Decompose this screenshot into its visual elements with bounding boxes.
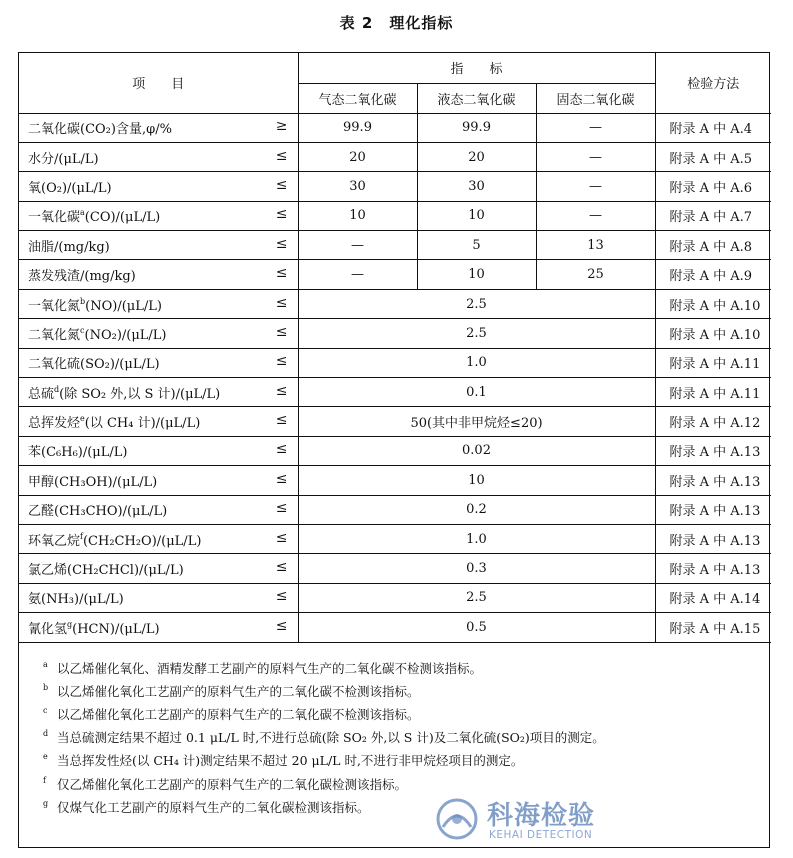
- footnote: [43, 703, 771, 726]
- row-item-name: 氨(NH₃)/(μL/L): [28, 592, 124, 608]
- footnote-mark: a: [80, 208, 85, 218]
- row-value-solid: —: [536, 201, 655, 230]
- row-item-cell: [19, 201, 298, 230]
- row-item-name-unit: (NO)/(μL/L): [85, 298, 162, 314]
- row-operator: ≤: [275, 588, 288, 605]
- row-item-name: 水分/(μL/L): [28, 151, 99, 167]
- row-operator: ≤: [275, 206, 288, 223]
- row-item-name: [28, 383, 220, 402]
- row-value-solid: 25: [536, 260, 655, 289]
- notes-cell: [19, 642, 771, 829]
- row-value-merged: 0.2: [298, 495, 655, 524]
- footnote-text: 以乙烯催化氧化工艺副产的原料气生产的二氧化碳不检测该指标。: [57, 706, 420, 722]
- row-item-name: [28, 295, 162, 314]
- row-operator: ≤: [275, 353, 288, 370]
- row-value-merged: 1.0: [298, 348, 655, 377]
- row-operator: ≤: [275, 147, 288, 164]
- header-indicators: 指 标: [298, 53, 655, 83]
- footnote-text: 仅乙烯催化氧化工艺副产的原料气生产的二氧化碳检测该指标。: [57, 776, 408, 792]
- row-item-name: 二氧化碳(CO₂)含量,φ/%: [28, 122, 172, 138]
- table-row: [19, 436, 771, 465]
- row-operator: ≥: [275, 118, 288, 135]
- table-row: [19, 113, 771, 142]
- row-operator: ≤: [275, 323, 288, 340]
- row-operator: ≤: [275, 265, 288, 282]
- row-item-name: 蒸发残渣/(mg/kg): [28, 269, 136, 285]
- row-item-cell: [19, 142, 298, 171]
- row-method: 附录 A 中 A.14: [655, 583, 771, 612]
- row-item-name: [28, 324, 167, 343]
- footnotes: [19, 643, 771, 829]
- footnote-mark: d: [43, 729, 49, 739]
- footnote: [43, 773, 771, 796]
- header-solid: 固态二氧化碳: [536, 83, 655, 113]
- row-method: 附录 A 中 A.12: [655, 407, 771, 436]
- row-method: 附录 A 中 A.11: [655, 348, 771, 377]
- row-method: 附录 A 中 A.8: [655, 231, 771, 260]
- footnote-text: 当总硫测定结果不超过 0.1 μL/L 时,不进行总硫(除 SO₂ 外,以 S 计)及二氧化硫(SO₂)项目的测定。: [57, 730, 605, 746]
- footnote-text: 以乙烯催化氧化、酒精发酵工艺副产的原料气生产的二氧化碳不检测该指标。: [57, 660, 483, 676]
- row-operator: ≤: [275, 500, 288, 517]
- row-method: 附录 A 中 A.6: [655, 172, 771, 201]
- row-item-cell: [19, 466, 298, 495]
- footnote: [43, 680, 771, 703]
- row-method: 附录 A 中 A.13: [655, 524, 771, 553]
- row-value-merged: 2.5: [298, 583, 655, 612]
- row-value-merged: 0.3: [298, 554, 655, 583]
- row-method: 附录 A 中 A.10: [655, 319, 771, 348]
- row-item-name-main: 一氧化碳: [28, 210, 81, 226]
- footnote-text: 当总挥发性烃(以 CH₄ 计)测定结果不超过 20 μL/L 时,不进行非甲烷烃项目的测定。: [57, 753, 524, 769]
- row-item-name-unit: (CO)/(μL/L): [84, 210, 161, 226]
- row-item-cell: [19, 407, 298, 436]
- footnote: [43, 796, 771, 819]
- watermark-en: KEHAI DETECTION: [489, 829, 593, 841]
- footnote: [43, 657, 771, 680]
- row-item-name-unit: (以 CH₄ 计)/(μL/L): [84, 416, 201, 432]
- row-value-merged: 50(其中非甲烷烃≤20): [298, 407, 655, 436]
- footnote-mark: c: [80, 325, 85, 335]
- table-row: [19, 378, 771, 407]
- row-operator: ≤: [275, 470, 288, 487]
- table-row: [19, 319, 771, 348]
- row-item-cell: [19, 319, 298, 348]
- row-item-cell: [19, 583, 298, 612]
- row-item-name: 氯乙烯(CH₂CHCl)/(μL/L): [28, 563, 184, 579]
- table-row: [19, 554, 771, 583]
- header-gas: 气态二氧化碳: [298, 83, 417, 113]
- row-value-gas: —: [298, 231, 417, 260]
- row-method: 附录 A 中 A.4: [655, 113, 771, 142]
- header-method: 检验方法: [655, 53, 771, 113]
- table-row: [19, 348, 771, 377]
- row-method: 附录 A 中 A.5: [655, 142, 771, 171]
- row-method: 附录 A 中 A.10: [655, 289, 771, 318]
- row-item-name-unit: (HCN)/(μL/L): [72, 621, 160, 637]
- footnote: [43, 726, 771, 749]
- row-item-cell: [19, 524, 298, 553]
- row-method: 附录 A 中 A.11: [655, 378, 771, 407]
- row-item-cell: [19, 436, 298, 465]
- row-operator: ≤: [275, 294, 288, 311]
- row-operator: ≤: [275, 235, 288, 252]
- row-item-cell: [19, 172, 298, 201]
- row-item-name-unit: (NO₂)/(μL/L): [84, 327, 167, 343]
- row-item-name: 苯(C₆H₆)/(μL/L): [28, 445, 128, 461]
- footnote-text: 仅煤气化工艺副产的原料气生产的二氧化碳检测该指标。: [57, 799, 370, 815]
- row-value-solid: —: [536, 142, 655, 171]
- footnote: [43, 749, 771, 772]
- watermark-cn: 科海检验: [487, 801, 596, 831]
- footnote-mark: b: [43, 682, 49, 692]
- row-value-gas: 20: [298, 142, 417, 171]
- table-row: [19, 466, 771, 495]
- header-liquid: 液态二氧化碳: [417, 83, 536, 113]
- footnote-mark: f: [80, 531, 83, 541]
- specs-table-frame: [18, 52, 770, 848]
- row-operator: ≤: [275, 617, 288, 634]
- table-row: [19, 142, 771, 171]
- row-method: 附录 A 中 A.13: [655, 436, 771, 465]
- row-method: 附录 A 中 A.13: [655, 554, 771, 583]
- table-row: [19, 524, 771, 553]
- row-item-cell: [19, 231, 298, 260]
- row-item-name-main: 环氧乙烷: [28, 533, 81, 549]
- row-item-name-unit: (CH₂CH₂O)/(μL/L): [82, 533, 202, 549]
- row-item-cell: [19, 260, 298, 289]
- row-item-cell: [19, 613, 298, 642]
- notes-row: [19, 642, 771, 829]
- row-value-merged: 0.5: [298, 613, 655, 642]
- table-row: [19, 231, 771, 260]
- row-value-liquid: 99.9: [417, 113, 536, 142]
- footnote-mark: f: [43, 775, 46, 785]
- row-value-liquid: 20: [417, 142, 536, 171]
- row-operator: ≤: [275, 412, 288, 429]
- row-item-name-unit: (除 SO₂ 外,以 S 计)/(μL/L): [59, 386, 221, 402]
- row-value-merged: 10: [298, 466, 655, 495]
- watermark: [435, 793, 635, 853]
- footnote-mark: b: [80, 296, 86, 306]
- footnote-mark: d: [54, 384, 60, 394]
- row-item-name: 氧(O₂)/(μL/L): [28, 180, 112, 196]
- table-row: [19, 201, 771, 230]
- row-method: 附录 A 中 A.7: [655, 201, 771, 230]
- row-item-name: 二氧化硫(SO₂)/(μL/L): [28, 357, 160, 373]
- row-value-liquid: 30: [417, 172, 536, 201]
- table-row: [19, 583, 771, 612]
- row-method: 附录 A 中 A.15: [655, 613, 771, 642]
- row-value-gas: 99.9: [298, 113, 417, 142]
- row-value-liquid: 10: [417, 260, 536, 289]
- row-item-name: 甲醇(CH₃OH)/(μL/L): [28, 474, 158, 490]
- row-value-merged: 0.02: [298, 436, 655, 465]
- table-row: [19, 260, 771, 289]
- footnote-mark: e: [80, 414, 85, 424]
- specs-table: [19, 53, 771, 829]
- row-value-merged: 0.1: [298, 378, 655, 407]
- row-operator: ≤: [275, 559, 288, 576]
- row-item-name: 油脂/(mg/kg): [28, 239, 110, 255]
- table-row: [19, 495, 771, 524]
- row-item-cell: [19, 289, 298, 318]
- row-operator: ≤: [275, 441, 288, 458]
- table-title: 表 2 理化指标: [339, 14, 454, 32]
- table-row: [19, 613, 771, 642]
- table-row: [19, 172, 771, 201]
- footnote-mark: g: [67, 619, 73, 629]
- row-value-merged: 1.0: [298, 524, 655, 553]
- row-method: 附录 A 中 A.9: [655, 260, 771, 289]
- footnote-mark: e: [43, 752, 48, 762]
- footnote-mark: g: [43, 798, 49, 808]
- row-value-merged: 2.5: [298, 319, 655, 348]
- row-operator: ≤: [275, 529, 288, 546]
- row-item-name: [28, 530, 201, 549]
- row-item-cell: [19, 554, 298, 583]
- row-value-liquid: 5: [417, 231, 536, 260]
- row-item-cell: [19, 495, 298, 524]
- row-item-name: [28, 618, 160, 637]
- row-item-name: [28, 412, 200, 431]
- row-method: 附录 A 中 A.13: [655, 495, 771, 524]
- row-value-liquid: 10: [417, 201, 536, 230]
- row-operator: ≤: [275, 176, 288, 193]
- row-item-name-main: 氰化氢: [28, 621, 68, 637]
- row-value-solid: —: [536, 113, 655, 142]
- row-value-gas: 10: [298, 201, 417, 230]
- row-item-name: [28, 206, 160, 225]
- row-item-cell: [19, 113, 298, 142]
- table-row: [19, 289, 771, 318]
- row-value-merged: 2.5: [298, 289, 655, 318]
- row-item-name-main: 一氧化氮: [28, 298, 81, 314]
- row-value-solid: 13: [536, 231, 655, 260]
- header-item: 项 目: [19, 53, 298, 113]
- row-item-name-main: 总挥发烃: [28, 416, 81, 432]
- footnote-text: 以乙烯催化氧化工艺副产的原料气生产的二氧化碳不检测该指标。: [57, 683, 420, 699]
- row-item-cell: [19, 348, 298, 377]
- table-row: [19, 407, 771, 436]
- footnote-mark: c: [43, 705, 48, 715]
- row-item-name-main: 二氧化氮: [28, 327, 81, 343]
- row-method: 附录 A 中 A.13: [655, 466, 771, 495]
- row-item-name: 乙醛(CH₃CHO)/(μL/L): [28, 504, 168, 520]
- row-value-gas: 30: [298, 172, 417, 201]
- row-value-solid: —: [536, 172, 655, 201]
- row-value-gas: —: [298, 260, 417, 289]
- row-item-name-main: 总硫: [28, 386, 55, 402]
- row-operator: ≤: [275, 382, 288, 399]
- row-item-cell: [19, 378, 298, 407]
- kehai-logo-icon: [435, 797, 479, 841]
- footnote-mark: a: [43, 659, 48, 669]
